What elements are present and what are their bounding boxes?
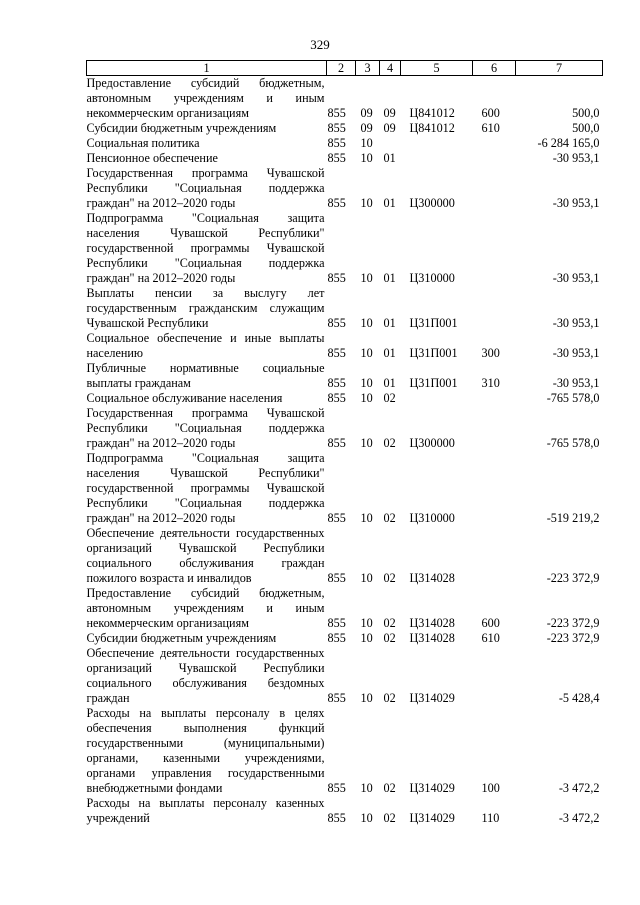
row-gr-code: 855 — [327, 151, 346, 165]
page-number: 329 — [310, 37, 330, 52]
row-name: Предоставление субсидий бюджетным, автономным учреждениям и иным некоммерческим организациям — [86, 586, 325, 630]
row-pr-code: 02 — [383, 631, 396, 645]
row-gr-code: 855 — [327, 571, 346, 585]
row-vr-code: 110 — [481, 811, 500, 825]
row-pr-code: 09 — [383, 106, 396, 120]
row-vr-code — [473, 391, 516, 406]
row-name: Предоставление субсидий бюджетным, автономным учреждениям и иным некоммерческим организациям — [86, 76, 325, 120]
row-name: Расходы на выплаты персоналу в целях обеспечения выполнения функций государственными (муниципальными) органами, казенными учреждениями, органами управления государственными внебюджетными фондами — [86, 706, 325, 795]
row-name: Субсидии бюджетным учреждениям — [86, 121, 277, 135]
row-name: Государственная программа Чувашской Республики "Социальная поддержка граждан" на 2012–2020 годы — [86, 406, 325, 450]
column-header: 3 — [356, 61, 380, 76]
row-pr-code: 02 — [383, 811, 396, 825]
row-csr-code: Ц31П001 — [409, 346, 458, 360]
row-vr-code — [473, 136, 516, 151]
row-rz-code: 10 — [360, 151, 373, 165]
row-amount: -5 428,4 — [558, 691, 600, 705]
row-vr-code: 600 — [481, 106, 500, 120]
row-vr-code — [473, 151, 516, 166]
row-csr-code: Ц31П001 — [409, 376, 458, 390]
row-csr-code — [401, 136, 473, 151]
row-rz-code: 10 — [360, 196, 373, 210]
row-name: Обеспечение деятельности государственных организаций Чувашской Республики социального обслуживания граждан пожилого возраста и инвалидов — [86, 526, 325, 585]
row-amount: 500,0 — [572, 121, 600, 135]
row-pr-code: 02 — [383, 511, 396, 525]
row-amount: -223 372,9 — [546, 631, 600, 645]
row-rz-code: 10 — [360, 691, 373, 705]
row-gr-code: 855 — [327, 691, 346, 705]
table-row — [87, 391, 603, 406]
row-rz-code: 10 — [360, 271, 373, 285]
row-rz-code: 10 — [360, 436, 373, 450]
row-amount: 500,0 — [572, 106, 600, 120]
row-gr-code: 855 — [327, 271, 346, 285]
row-name: Расходы на выплаты персоналу казенных учреждений — [86, 796, 325, 825]
row-amount: -223 372,9 — [546, 571, 600, 585]
row-amount: -6 284 165,0 — [537, 136, 600, 150]
row-amount: -30 953,1 — [552, 346, 600, 360]
row-rz-code: 10 — [360, 511, 373, 525]
row-pr-code: 02 — [383, 391, 396, 405]
row-gr-code: 855 — [327, 121, 346, 135]
row-pr-code: 01 — [383, 346, 396, 360]
table-row — [87, 166, 603, 211]
row-name: Субсидии бюджетным учреждениям — [86, 631, 277, 645]
table-row — [87, 121, 603, 136]
row-rz-code: 10 — [360, 391, 373, 405]
row-pr-code — [380, 136, 401, 151]
table-row — [87, 631, 603, 646]
row-amount: -223 372,9 — [546, 616, 600, 630]
row-rz-code: 10 — [360, 316, 373, 330]
row-amount: -3 472,2 — [558, 781, 600, 795]
row-rz-code: 09 — [360, 121, 373, 135]
row-gr-code: 855 — [327, 511, 346, 525]
row-csr-code: Ц310000 — [409, 271, 455, 285]
table-row — [87, 76, 603, 122]
row-vr-code: 600 — [481, 616, 500, 630]
budget-table — [86, 60, 603, 826]
row-vr-code: 300 — [481, 346, 500, 360]
row-gr-code: 855 — [327, 196, 346, 210]
row-vr-code — [473, 166, 516, 211]
row-rz-code: 10 — [360, 811, 373, 825]
table-row — [87, 211, 603, 286]
table-row — [87, 331, 603, 361]
row-csr-code: Ц841012 — [409, 106, 455, 120]
row-name: Подпрограмма "Социальная защита населения Чувашской Республики" государственной программы Чувашской Республики "Социальная поддержка граждан" на 2012–2020 годы — [86, 211, 325, 285]
row-pr-code: 02 — [383, 571, 396, 585]
row-vr-code: 310 — [481, 376, 500, 390]
row-csr-code: Ц314029 — [409, 781, 455, 795]
row-name: Государственная программа Чувашской Республики "Социальная поддержка граждан" на 2012–2020 годы — [86, 166, 325, 210]
row-vr-code — [473, 211, 516, 286]
row-pr-code: 01 — [383, 151, 396, 165]
row-csr-code — [401, 391, 473, 406]
row-vr-code: 610 — [481, 121, 500, 135]
column-header: 4 — [380, 61, 401, 76]
row-vr-code — [473, 406, 516, 451]
row-gr-code: 855 — [327, 346, 346, 360]
row-pr-code: 02 — [383, 436, 396, 450]
row-csr-code — [401, 151, 473, 166]
row-csr-code: Ц300000 — [409, 196, 455, 210]
row-rz-code: 09 — [360, 106, 373, 120]
row-rz-code: 10 — [360, 346, 373, 360]
row-amount: -30 953,1 — [552, 376, 600, 390]
table-row — [87, 706, 603, 796]
row-pr-code: 01 — [383, 196, 396, 210]
column-header: 6 — [473, 61, 516, 76]
row-name: Социальное обеспечение и иные выплаты населению — [86, 331, 325, 360]
row-vr-code: 610 — [481, 631, 500, 645]
row-amount: -30 953,1 — [552, 271, 600, 285]
row-name: Обеспечение деятельности государственных организаций Чувашской Республики социального обслуживания бездомных граждан — [86, 646, 325, 705]
row-gr-code: 855 — [327, 436, 346, 450]
row-rz-code: 10 — [360, 781, 373, 795]
row-name: Публичные нормативные социальные выплаты гражданам — [86, 361, 325, 390]
table-row — [87, 361, 603, 391]
row-vr-code — [473, 451, 516, 526]
row-rz-code: 10 — [360, 631, 373, 645]
row-pr-code: 02 — [383, 616, 396, 630]
table-row — [87, 796, 603, 826]
row-amount: -30 953,1 — [552, 316, 600, 330]
row-amount: -765 578,0 — [546, 436, 600, 450]
table-row — [87, 451, 603, 526]
table-header-row — [87, 61, 603, 76]
table-row — [87, 526, 603, 586]
row-gr-code: 855 — [327, 616, 346, 630]
row-name: Подпрограмма "Социальная защита населения Чувашской Республики" государственной программы Чувашской Республики "Социальная поддержка граждан" на 2012–2020 годы — [86, 451, 325, 525]
row-vr-code — [473, 526, 516, 586]
row-name: Социальная политика — [86, 136, 200, 150]
row-csr-code: Ц31П001 — [409, 316, 458, 330]
row-gr-code: 855 — [327, 391, 346, 405]
row-pr-code: 01 — [383, 271, 396, 285]
row-rz-code: 10 — [360, 616, 373, 630]
row-amount: -3 472,2 — [558, 811, 600, 825]
table-row — [87, 646, 603, 706]
row-csr-code: Ц314028 — [409, 616, 455, 630]
row-name: Пенсионное обеспечение — [86, 151, 218, 165]
row-csr-code: Ц314029 — [409, 691, 455, 705]
table-row — [87, 136, 603, 151]
row-pr-code: 01 — [383, 316, 396, 330]
row-pr-code: 09 — [383, 121, 396, 135]
table-row — [87, 286, 603, 331]
table-row — [87, 151, 603, 166]
row-pr-code: 02 — [383, 781, 396, 795]
row-csr-code: Ц314029 — [409, 811, 455, 825]
row-vr-code: 100 — [481, 781, 500, 795]
row-gr-code: 855 — [327, 376, 346, 390]
row-pr-code: 01 — [383, 376, 396, 390]
row-gr-code: 855 — [327, 811, 346, 825]
row-pr-code: 02 — [383, 691, 396, 705]
row-gr-code: 855 — [327, 631, 346, 645]
row-name: Выплаты пенсии за выслугу лет государственным гражданским служащим Чувашской Республики — [86, 286, 325, 330]
row-amount: -30 953,1 — [552, 151, 600, 165]
row-gr-code: 855 — [327, 316, 346, 330]
row-rz-code: 10 — [360, 136, 373, 150]
row-csr-code: Ц310000 — [409, 511, 455, 525]
row-name: Социальное обслуживание населения — [86, 391, 283, 405]
row-amount: -30 953,1 — [552, 196, 600, 210]
row-csr-code: Ц314028 — [409, 631, 455, 645]
table-row — [87, 406, 603, 451]
column-header: 1 — [87, 61, 327, 76]
row-csr-code: Ц841012 — [409, 121, 455, 135]
row-csr-code: Ц314028 — [409, 571, 455, 585]
column-header: 7 — [516, 61, 603, 76]
row-vr-code — [473, 646, 516, 706]
row-amount: -519 219,2 — [546, 511, 600, 525]
row-vr-code — [473, 286, 516, 331]
row-gr-code: 855 — [327, 106, 346, 120]
row-csr-code: Ц300000 — [409, 436, 455, 450]
row-rz-code: 10 — [360, 376, 373, 390]
column-header: 2 — [327, 61, 356, 76]
column-header: 5 — [401, 61, 473, 76]
row-amount: -765 578,0 — [546, 391, 600, 405]
row-gr-code: 855 — [327, 136, 346, 150]
row-rz-code: 10 — [360, 571, 373, 585]
row-gr-code: 855 — [327, 781, 346, 795]
table-row — [87, 586, 603, 631]
